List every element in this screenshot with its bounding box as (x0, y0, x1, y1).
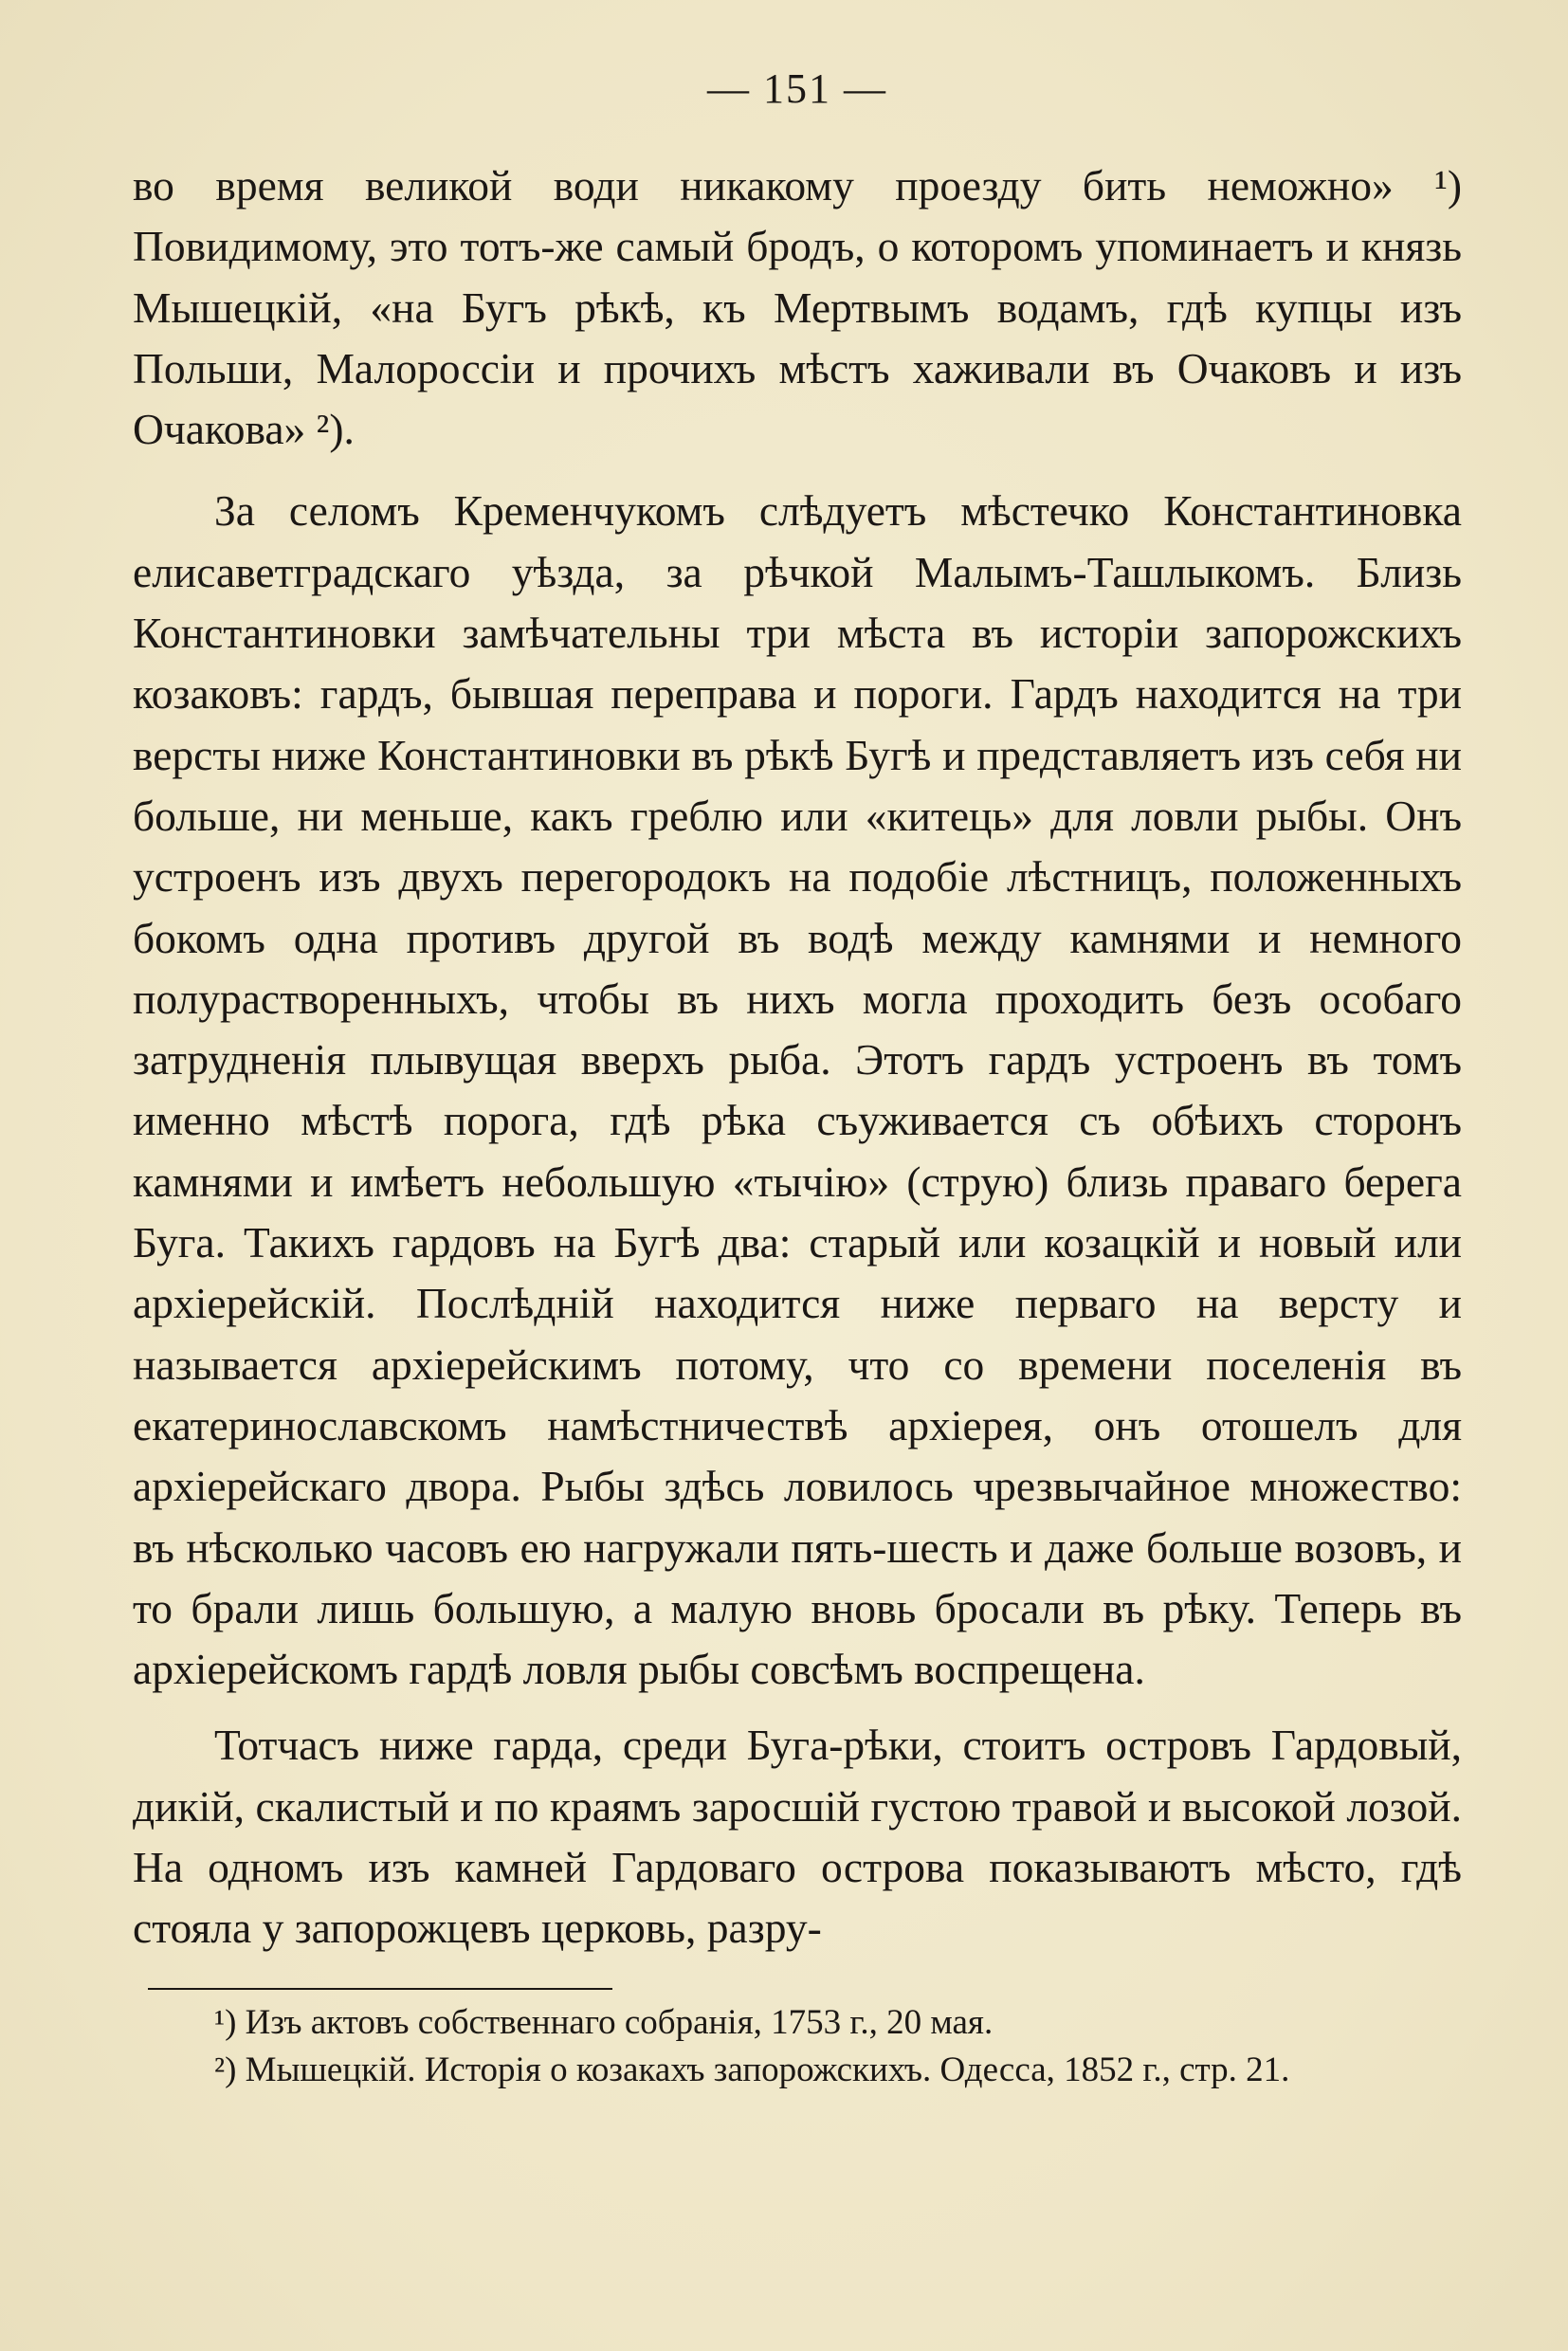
footnotes (133, 1999, 1462, 2094)
paragraph-konstantinovka: За селомъ Кременчукомъ слѣдуетъ мѣстечко Константиновка елисаветградскаго уѣзда, за рѣчкой Малымъ-Ташлыкомъ. Близь Константиновки замѣчательны три мѣста въ исторіи запорожскихъ козаковъ: гардъ, бывшая переправа и пороги. Гардъ находится на три версты ниже Константиновки въ рѣкѣ Бугѣ и представляетъ изъ себя ни больше, ни меньше, какъ греблю или «китець» для ловли рыбы. Онъ устроенъ изъ двухъ перегородокъ на подобіе лѣстницъ, положенныхъ бокомъ одна противъ другой въ водѣ между камнями и немного полурастворенныхъ, чтобы въ нихъ могла проходить безъ особаго затрудненія плывущая вверхъ рыба. Этотъ гардъ устроенъ въ томъ именно мѣстѣ порога, гдѣ рѣка съуживается съ обѣихъ сторонъ камнями и имѣетъ небольшую «тычію» (струю) близь праваго берега Буга. Такихъ гардовъ на Бугѣ два: старый или козацкій и новый или архіерейскій. Послѣдній находится ниже перваго на версту и называется архіерейскимъ потому, что со времени поселенія въ екатеринославскомъ намѣстничествѣ архіерея, онъ отошелъ для архіерейскаго двора. Рыбы здѣсь ловилось чрезвычайное множество: въ нѣсколько часовъ ею нагружали пять-шесть и даже больше возовъ, и то брали лишь большую, а малую вновь бросали въ рѣку. Теперь въ архіерейскомъ гардѣ ловля рыбы совсѣмъ воспрещена. (133, 486, 1462, 1694)
footnote-2: ²) Мышецкій. Исторія о козакахъ запорожскихъ. Одесса, 1852 г., стр. 21. (214, 2050, 1290, 2089)
footnote-divider (148, 1988, 612, 1990)
paragraph-continuation: во время великой води никакому проезду бить неможно» ¹) Повидимому, это тотъ-же самый бродъ, о которомъ упоминаетъ и князь Мышецкій, «на Бугъ рѣкѣ, къ Мертвымъ водамъ, гдѣ купцы изъ Польши, Малороссіи и прочихъ мѣстъ хаживали въ Очаковъ и изъ Очакова» ²). (133, 161, 1462, 454)
footnote-1: ¹) Изъ актовъ собственнаго собранія, 1753 г., 20 мая. (214, 2002, 994, 2042)
paragraph-gardovy-island: Тотчасъ ниже гарда, среди Буга-рѣки, стоитъ островъ Гардовый, дикій, скалистый и по краямъ заросшій густою травой и высокой лозой. На одномъ изъ камней Гардоваго острова показываютъ мѣсто, гдѣ стояла у запорожцевъ церковь, разру- (133, 1721, 1462, 1953)
body-text (133, 155, 1462, 1959)
page-number: — 151 — (707, 65, 887, 112)
